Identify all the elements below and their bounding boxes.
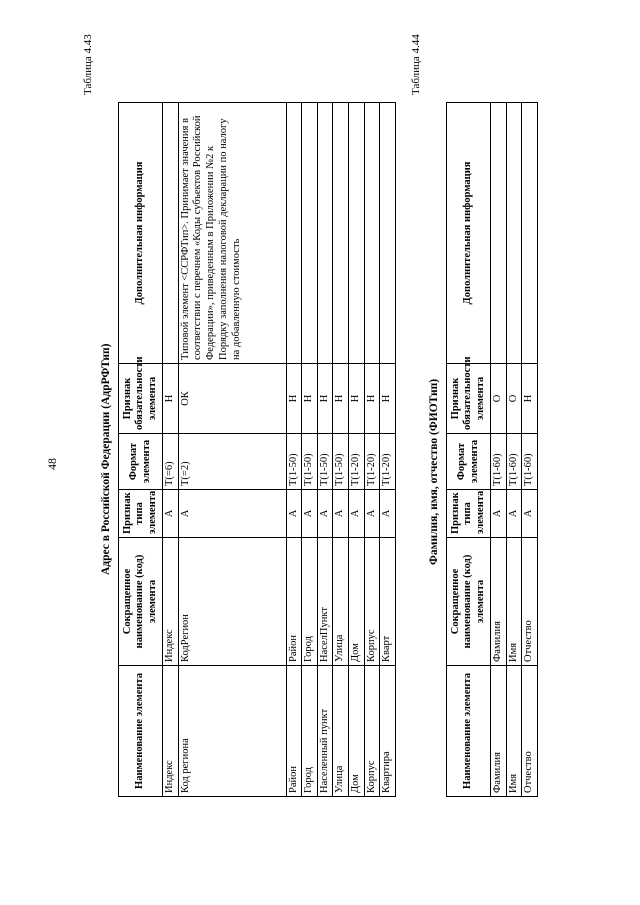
page-number: 48 [45, 458, 59, 470]
table-row [348, 103, 364, 797]
cell-code: Дом [348, 538, 364, 666]
cell-code: НаселПункт [317, 538, 333, 666]
cell-type: А [506, 490, 522, 538]
cell-format: T(1-60) [491, 434, 507, 490]
table-row [317, 103, 333, 797]
cell-format: T(=6) [163, 434, 179, 490]
cell-name: Дом [348, 666, 364, 797]
cell-name: Район [286, 666, 302, 797]
cell-name: Населенный пункт [317, 666, 333, 797]
cell-format: T(1-20) [348, 434, 364, 490]
cell-code: Кварт [380, 538, 396, 666]
cell-required: Н [380, 364, 396, 434]
cell-type: А [178, 490, 286, 538]
cell-name: Квартира [380, 666, 396, 797]
table2-title: Фамилия, имя, отчество (ФИОТип) [428, 378, 440, 565]
cell-required: О [491, 364, 507, 434]
cell-required: О [506, 364, 522, 434]
cell-required: Н [286, 364, 302, 434]
cell-code: КодРегион [178, 538, 286, 666]
cell-format: T(1-20) [380, 434, 396, 490]
table1-header-row [119, 103, 163, 797]
table1-header-required: Признак обязательности элемента [119, 364, 163, 434]
cell-format: T(1-50) [317, 434, 333, 490]
cell-type: А [163, 490, 179, 538]
table-row [491, 103, 507, 797]
table2-header-row [447, 103, 491, 797]
table2-header-type: Признак типа элемента [447, 490, 491, 538]
cell-info [348, 103, 364, 364]
cell-format: T(1-60) [506, 434, 522, 490]
table2-header-format: Формат элемента [447, 434, 491, 490]
cell-name: Улица [333, 666, 349, 797]
table1-header-code: Сокращенное наименование (код) элемента [119, 538, 163, 666]
table-row [302, 103, 318, 797]
table-row [364, 103, 380, 797]
cell-info [522, 103, 538, 364]
table2-header-info: Дополнительная информация [447, 103, 491, 364]
cell-info [506, 103, 522, 364]
table2-header-code: Сокращенное наименование (код) элемента [447, 538, 491, 666]
cell-code: Индекс [163, 538, 179, 666]
cell-required: Н [364, 364, 380, 434]
table1-header-format: Формат элемента [119, 434, 163, 490]
cell-type: А [286, 490, 302, 538]
cell-name: Отчество [522, 666, 538, 797]
cell-info: Типовой элемент <ССРФТип>. Принимает значения в соответствии с перечнем «Коды субъектов Российской Федерации», приведенным в Приложении №2 к Порядку заполнения налоговой декларации по налогу на добавленную стоимость [178, 103, 286, 364]
cell-info [364, 103, 380, 364]
table1-header-name: Наименование элемента [119, 666, 163, 797]
cell-code: Корпус [364, 538, 380, 666]
cell-type: А [380, 490, 396, 538]
cell-type: А [364, 490, 380, 538]
cell-type: А [302, 490, 318, 538]
table-row [522, 103, 538, 797]
cell-required: Н [163, 364, 179, 434]
cell-name: Индекс [163, 666, 179, 797]
cell-info [333, 103, 349, 364]
cell-code: Район [286, 538, 302, 666]
cell-required: Н [348, 364, 364, 434]
table-row [286, 103, 302, 797]
cell-info [317, 103, 333, 364]
cell-code: Город [302, 538, 318, 666]
cell-required: Н [302, 364, 318, 434]
cell-required: Н [333, 364, 349, 434]
cell-format: T(1-50) [333, 434, 349, 490]
table2-label: Таблица 4.44 [410, 34, 422, 95]
cell-code: Улица [333, 538, 349, 666]
table1-header-info: Дополнительная информация [119, 103, 163, 364]
cell-code: Имя [506, 538, 522, 666]
cell-required: Н [317, 364, 333, 434]
cell-format: T(=2) [178, 434, 286, 490]
table1-label: Таблица 4.43 [82, 34, 94, 95]
table2-header-required: Признак обязательности элемента [447, 364, 491, 434]
table2-header-name: Наименование элемента [447, 666, 491, 797]
cell-format: T(1-20) [364, 434, 380, 490]
table2 [446, 102, 538, 797]
table1-header-type: Признак типа элемента [119, 490, 163, 538]
table-row [333, 103, 349, 797]
cell-format: T(1-50) [302, 434, 318, 490]
cell-name: Корпус [364, 666, 380, 797]
table-row [178, 103, 286, 797]
cell-name: Имя [506, 666, 522, 797]
cell-info [286, 103, 302, 364]
cell-info [163, 103, 179, 364]
cell-info [491, 103, 507, 364]
cell-required: Н [522, 364, 538, 434]
table-row [163, 103, 179, 797]
cell-info [302, 103, 318, 364]
cell-code: Фамилия [491, 538, 507, 666]
cell-format: T(1-60) [522, 434, 538, 490]
table-row [380, 103, 396, 797]
cell-type: А [317, 490, 333, 538]
cell-required: ОК [178, 364, 286, 434]
cell-type: А [491, 490, 507, 538]
table1 [118, 102, 396, 797]
table-row [506, 103, 522, 797]
cell-type: А [348, 490, 364, 538]
cell-type: А [522, 490, 538, 538]
cell-name: Код региона [178, 666, 286, 797]
cell-code: Отчество [522, 538, 538, 666]
cell-info [380, 103, 396, 364]
cell-name: Фамилия [491, 666, 507, 797]
table1-title: Адрес в Российской Федерации (АдрРФТип) [100, 343, 112, 575]
cell-name: Город [302, 666, 318, 797]
cell-type: А [333, 490, 349, 538]
cell-format: T(1-50) [286, 434, 302, 490]
